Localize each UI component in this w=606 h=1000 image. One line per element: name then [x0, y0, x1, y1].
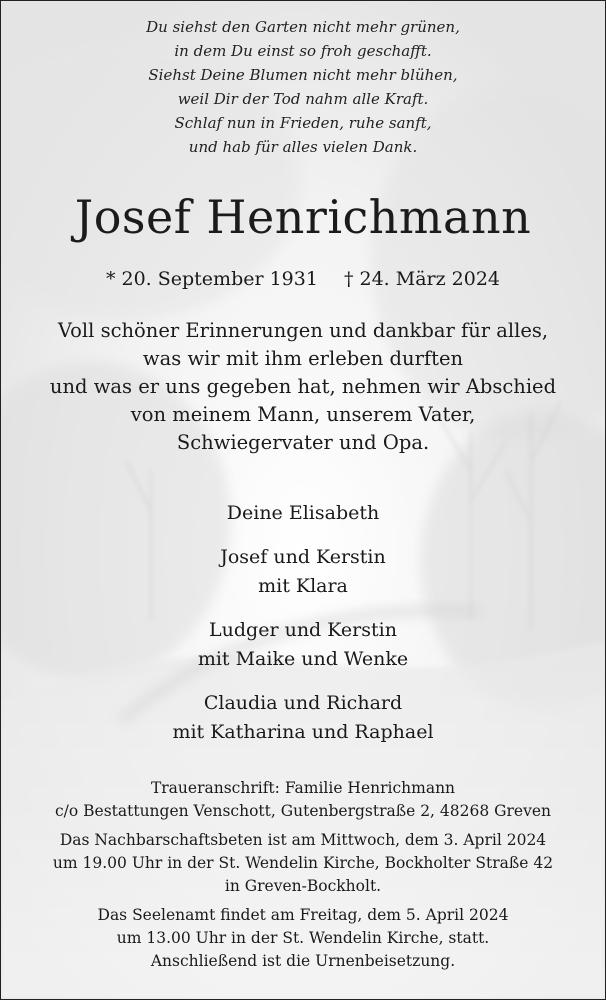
poem-line: Schlaf nun in Frieden, ruhe sanft, [174, 114, 432, 132]
family-member: Claudia und Richard [203, 692, 403, 714]
family-member: Deine Elisabeth [226, 502, 380, 524]
poem-line: weil Dir der Tod nahm alle Kraft. [177, 90, 429, 108]
prayer-line: Das Nachbarschaftsbeten ist am Mittwoch, dem 3. April 2024 [59, 831, 547, 849]
requiem-info [1, 904, 605, 973]
poem-line: und hab für alles vielen Dank. [188, 138, 418, 156]
family-member: mit Katharina und Raphael [172, 721, 434, 743]
family-group [1, 616, 605, 674]
prayer-info [1, 829, 605, 898]
poem-line: Siehst Deine Blumen nicht mehr blühen, [148, 66, 458, 84]
farewell-line: Voll schöner Erinnerungen und dankbar für alles, [57, 319, 549, 342]
address-line: c/o Bestattungen Venschott, Gutenbergstraße 2, 48268 Greven [54, 802, 552, 820]
prayer-line: um 19.00 Uhr in der St. Wendelin Kirche, Bockholter Straße 42 [52, 854, 554, 872]
deceased-name: Josef Henrichmann [74, 190, 532, 244]
requiem-line: um 13.00 Uhr in der St. Wendelin Kirche, statt. [116, 929, 490, 947]
farewell-line: und was er uns gegeben hat, nehmen wir Abschied [49, 375, 557, 398]
farewell-line: Schwiegervater und Opa. [176, 431, 430, 454]
prayer-line: in Greven-Bockholt. [224, 877, 382, 895]
family-list [1, 499, 605, 762]
requiem-line: Das Seelenamt findet am Freitag, dem 5. April 2024 [97, 906, 509, 924]
life-dates [1, 265, 605, 293]
farewell-line: was wir mit ihm erleben durften [142, 347, 464, 370]
funeral-info [1, 777, 605, 979]
requiem-line: Anschließend ist die Urnenbeisetzung. [150, 952, 456, 970]
family-group [1, 689, 605, 747]
family-member: Josef und Kerstin [220, 546, 386, 568]
family-group [1, 499, 605, 528]
birth-date: * 20. September 1931 [105, 268, 318, 290]
poem [1, 15, 605, 159]
family-member: mit Klara [258, 575, 348, 597]
poem-line: in dem Du einst so froh geschafft. [174, 42, 432, 60]
death-date: † 24. März 2024 [343, 268, 501, 290]
mourning-address [1, 777, 605, 823]
family-group [1, 543, 605, 601]
address-line: Traueranschrift: Familie Henrichmann [150, 779, 456, 797]
family-member: mit Maike und Wenke [197, 648, 409, 670]
family-member: Ludger und Kerstin [209, 619, 397, 641]
farewell-text [1, 317, 605, 457]
farewell-line: von meinem Mann, unserem Vater, [130, 403, 476, 426]
poem-line: Du siehst den Garten nicht mehr grünen, [146, 18, 460, 36]
